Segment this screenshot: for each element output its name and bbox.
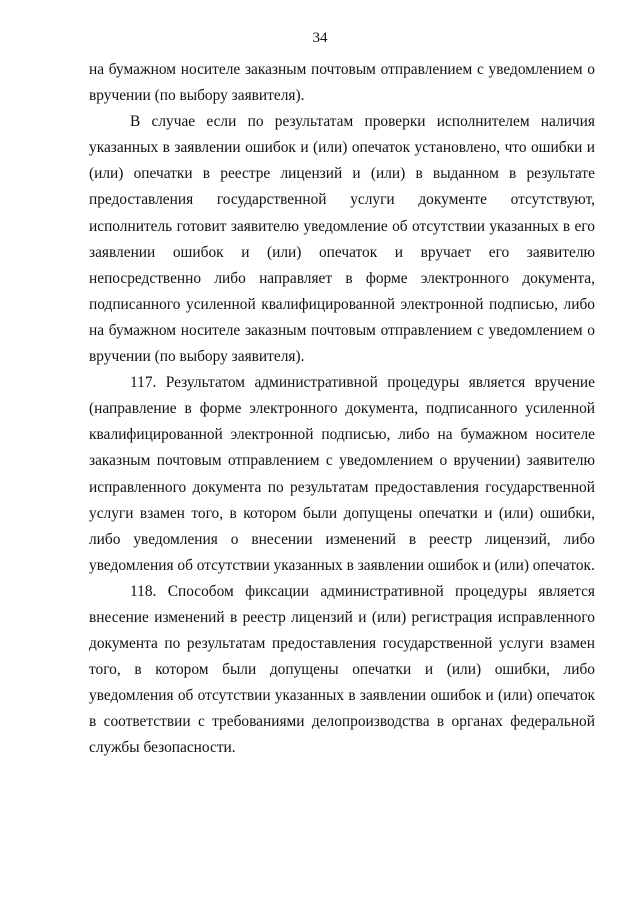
paragraph-continuation: на бумажном носителе заказным почтовым отправлением с уведомлением о вручении (по выбору заявителя). [89,61,595,105]
paragraph-117-result: 117. Результатом административной процедуры является вручение (направление в форме электронного документа, подписанного усиленной квалифицированной электронной подписью, либо на бумажном носителе заказным почтовым отправлением с уведомлением о вручении) заявителю исправленного документа по результатам предоставления государственной услуги взамен того, в котором были допущены опечатки и (или) ошибки, либо уведомления о внесении изменений в реестр лицензий, либо уведомления об отсутствии указанных в заявлении ошибок и (или) опечаток. [89,374,595,574]
document-body [89,57,595,762]
paragraph-error-absence: В случае если по результатам проверки исполнителем наличия указанных в заявлении ошибок и (или) опечаток установлено, что ошибки и (или) опечатки в реестре лицензий и (или) в выданном в результате предоставления государственной услуги документе отсутствуют, исполнитель готовит заявителю уведомление об отсутствии указанных в его заявлении ошибок и (или) опечаток и вручает его заявителю непосредственно либо направляет в форме электронного документа, подписанного усиленной квалифицированной электронной подписью, либо на бумажном носителе заказным почтовым отправлением с уведомлением о вручении (по выбору заявителя). [89,113,595,366]
page-number: 34 [312,30,328,46]
paragraph-118-fixation: 118. Способом фиксации административной процедуры является внесение изменений в реестр лицензий и (или) регистрация исправленного документа по результатам предоставления государственной услуги взамен того, в котором были допущены опечатки и (или) ошибки, либо уведомления об отсутствии указанных в заявлении ошибок и (или) опечаток в соответствии с требованиями делопроизводства в органах федеральной службы безопасности. [89,582,595,757]
